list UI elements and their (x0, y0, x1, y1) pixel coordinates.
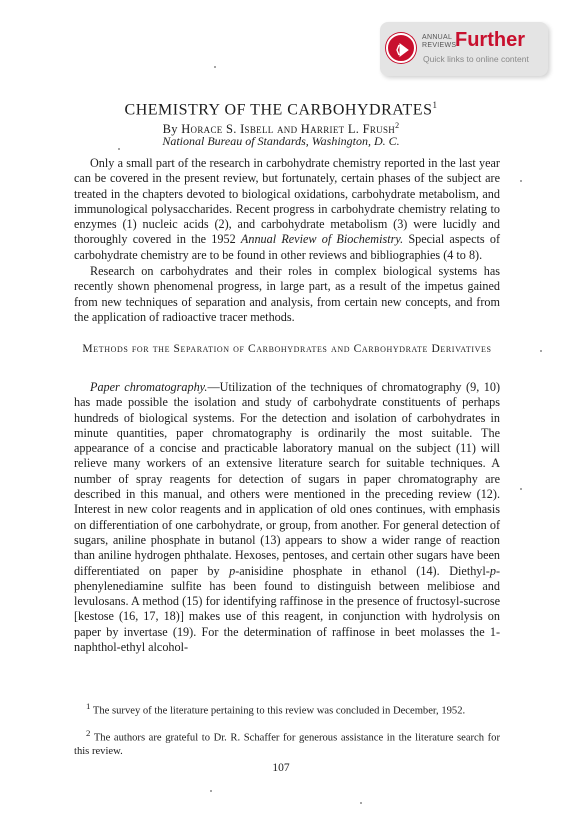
footnote-1-mark: 1 (86, 701, 91, 711)
p3-text-c: -phenylenediamine sulfite has been found to distinguish between melibiose and levulosans. A method (15) for identifying raffinose in the presence of fructosyl-sucrose [kestose (16, 17, 18)] makes use of this reagent, in conjunction with hydrolysis on paper by invertase (19). For the determination of raffinose in beet molasses the 1-naphthol-ethyl alcohol- (74, 563, 500, 655)
scan-speck (214, 66, 216, 68)
footnote-2-mark: 2 (86, 728, 91, 738)
footnote-2-text: The authors are grateful to Dr. R. Schaffer for generous assistance in the literature search for this review. (74, 732, 500, 757)
annual-reviews-further-badge[interactable] (380, 22, 548, 76)
paragraph-research: Research on carbohydrates and their roles in complex biological systems has recently shown phenomenal progress, in large part, as a result of the impetus gained from new techniques of separation and analysis, from certain new concepts, and from the application of radioactive tracer methods. (74, 264, 500, 324)
p3-text-a: Utilization of the techniques of chromatography (9, 10) has made possible the isolation and study of carbohydrate constituents of perhaps hundreds of biological systems. For the detection and isolation of carbohydrates in minute quantities, paper chromatography is ordinarily the most suitable. The appearance of a concise and practicable laboratory manual on the subject (11) will relieve many workers of an extensive literature search for suitable techniques. A number of spray reagents for detection of sugars in paper chromatography are described in this manual, and others were mentioned in the preceding review (12). Interest in new color reagents and in application of old ones continues, with emphasis on differentiation of one carbohydrate, or group, from another. For general detection of sugars, aniline phosphate in butanol (13) appears to show a wider range of reaction than aniline hydrogen phthalate. Hexoses, pentoses, and certain other sugars have been differentiated on paper by (74, 380, 501, 578)
authors-names: Horace S. Isbell and Harriet L. Frush (181, 122, 396, 137)
page-number: 107 (272, 762, 290, 774)
p3-para-prefix-2: p (489, 563, 496, 578)
scan-speck (210, 790, 212, 792)
authors-prefix: By (162, 122, 178, 137)
badge-reviews-label: REVIEWS (422, 42, 457, 49)
scan-speck (360, 802, 362, 804)
p3-text-b: -anisidine phosphate in ethanol (14). Diethyl- (235, 563, 490, 578)
p1-journal-title: Annual Review of Biochemistry. (240, 232, 404, 247)
title-footnote-mark: 1 (432, 100, 438, 110)
footnote-2 (74, 727, 500, 758)
section-heading: Methods for the Separation of Carbohydrates and Carbohydrate Derivatives (82, 343, 492, 355)
scan-speck (520, 180, 522, 182)
p1-text-b: Special aspects of carbohydrate chemistry are to be found in other reviews and bibliographies (4 to 8). (74, 232, 500, 262)
p1-text-a: Only a small part of the research in carbohydrate chemistry reported in the last year can be covered in the present review, but fortunately, certain phases of the subject are treated in the chapters devoted to biological oxidations, carbohydrate metabolism, and immunological polysaccharides. Recent progress in carbohydrate chemistry relating to enzymes (1) nucleic acids (2), and carbohydrate metabolism (3) were lucidly and thoroughly covered in the 1952 (74, 156, 500, 247)
play-arrow-icon (386, 33, 416, 63)
p3-run-in-heading: Paper chromatography. (90, 380, 208, 394)
footnote-1-text: The survey of the literature pertaining to this review was concluded in December, 1952. (90, 705, 466, 717)
scan-speck (540, 350, 542, 352)
scan-speck (520, 488, 522, 490)
article-title (0, 96, 562, 119)
paragraph-paper-chromatography (74, 380, 500, 655)
p3-para-prefix-1: p (229, 563, 236, 578)
authors-footnote-mark: 2 (395, 121, 400, 130)
scan-speck (118, 148, 120, 150)
paragraph-intro (74, 156, 500, 263)
p3-dash: — (207, 380, 220, 394)
author-affiliation: National Bureau of Standards, Washington, D. C. (162, 134, 400, 148)
title-text: CHEMISTRY OF THE CARBOHYDRATES (124, 101, 433, 119)
badge-further-label: Further (455, 29, 525, 51)
badge-subtitle: Quick links to online content (423, 54, 529, 64)
badge-annual-label: ANNUAL (422, 34, 453, 41)
footnote-1 (74, 700, 500, 718)
